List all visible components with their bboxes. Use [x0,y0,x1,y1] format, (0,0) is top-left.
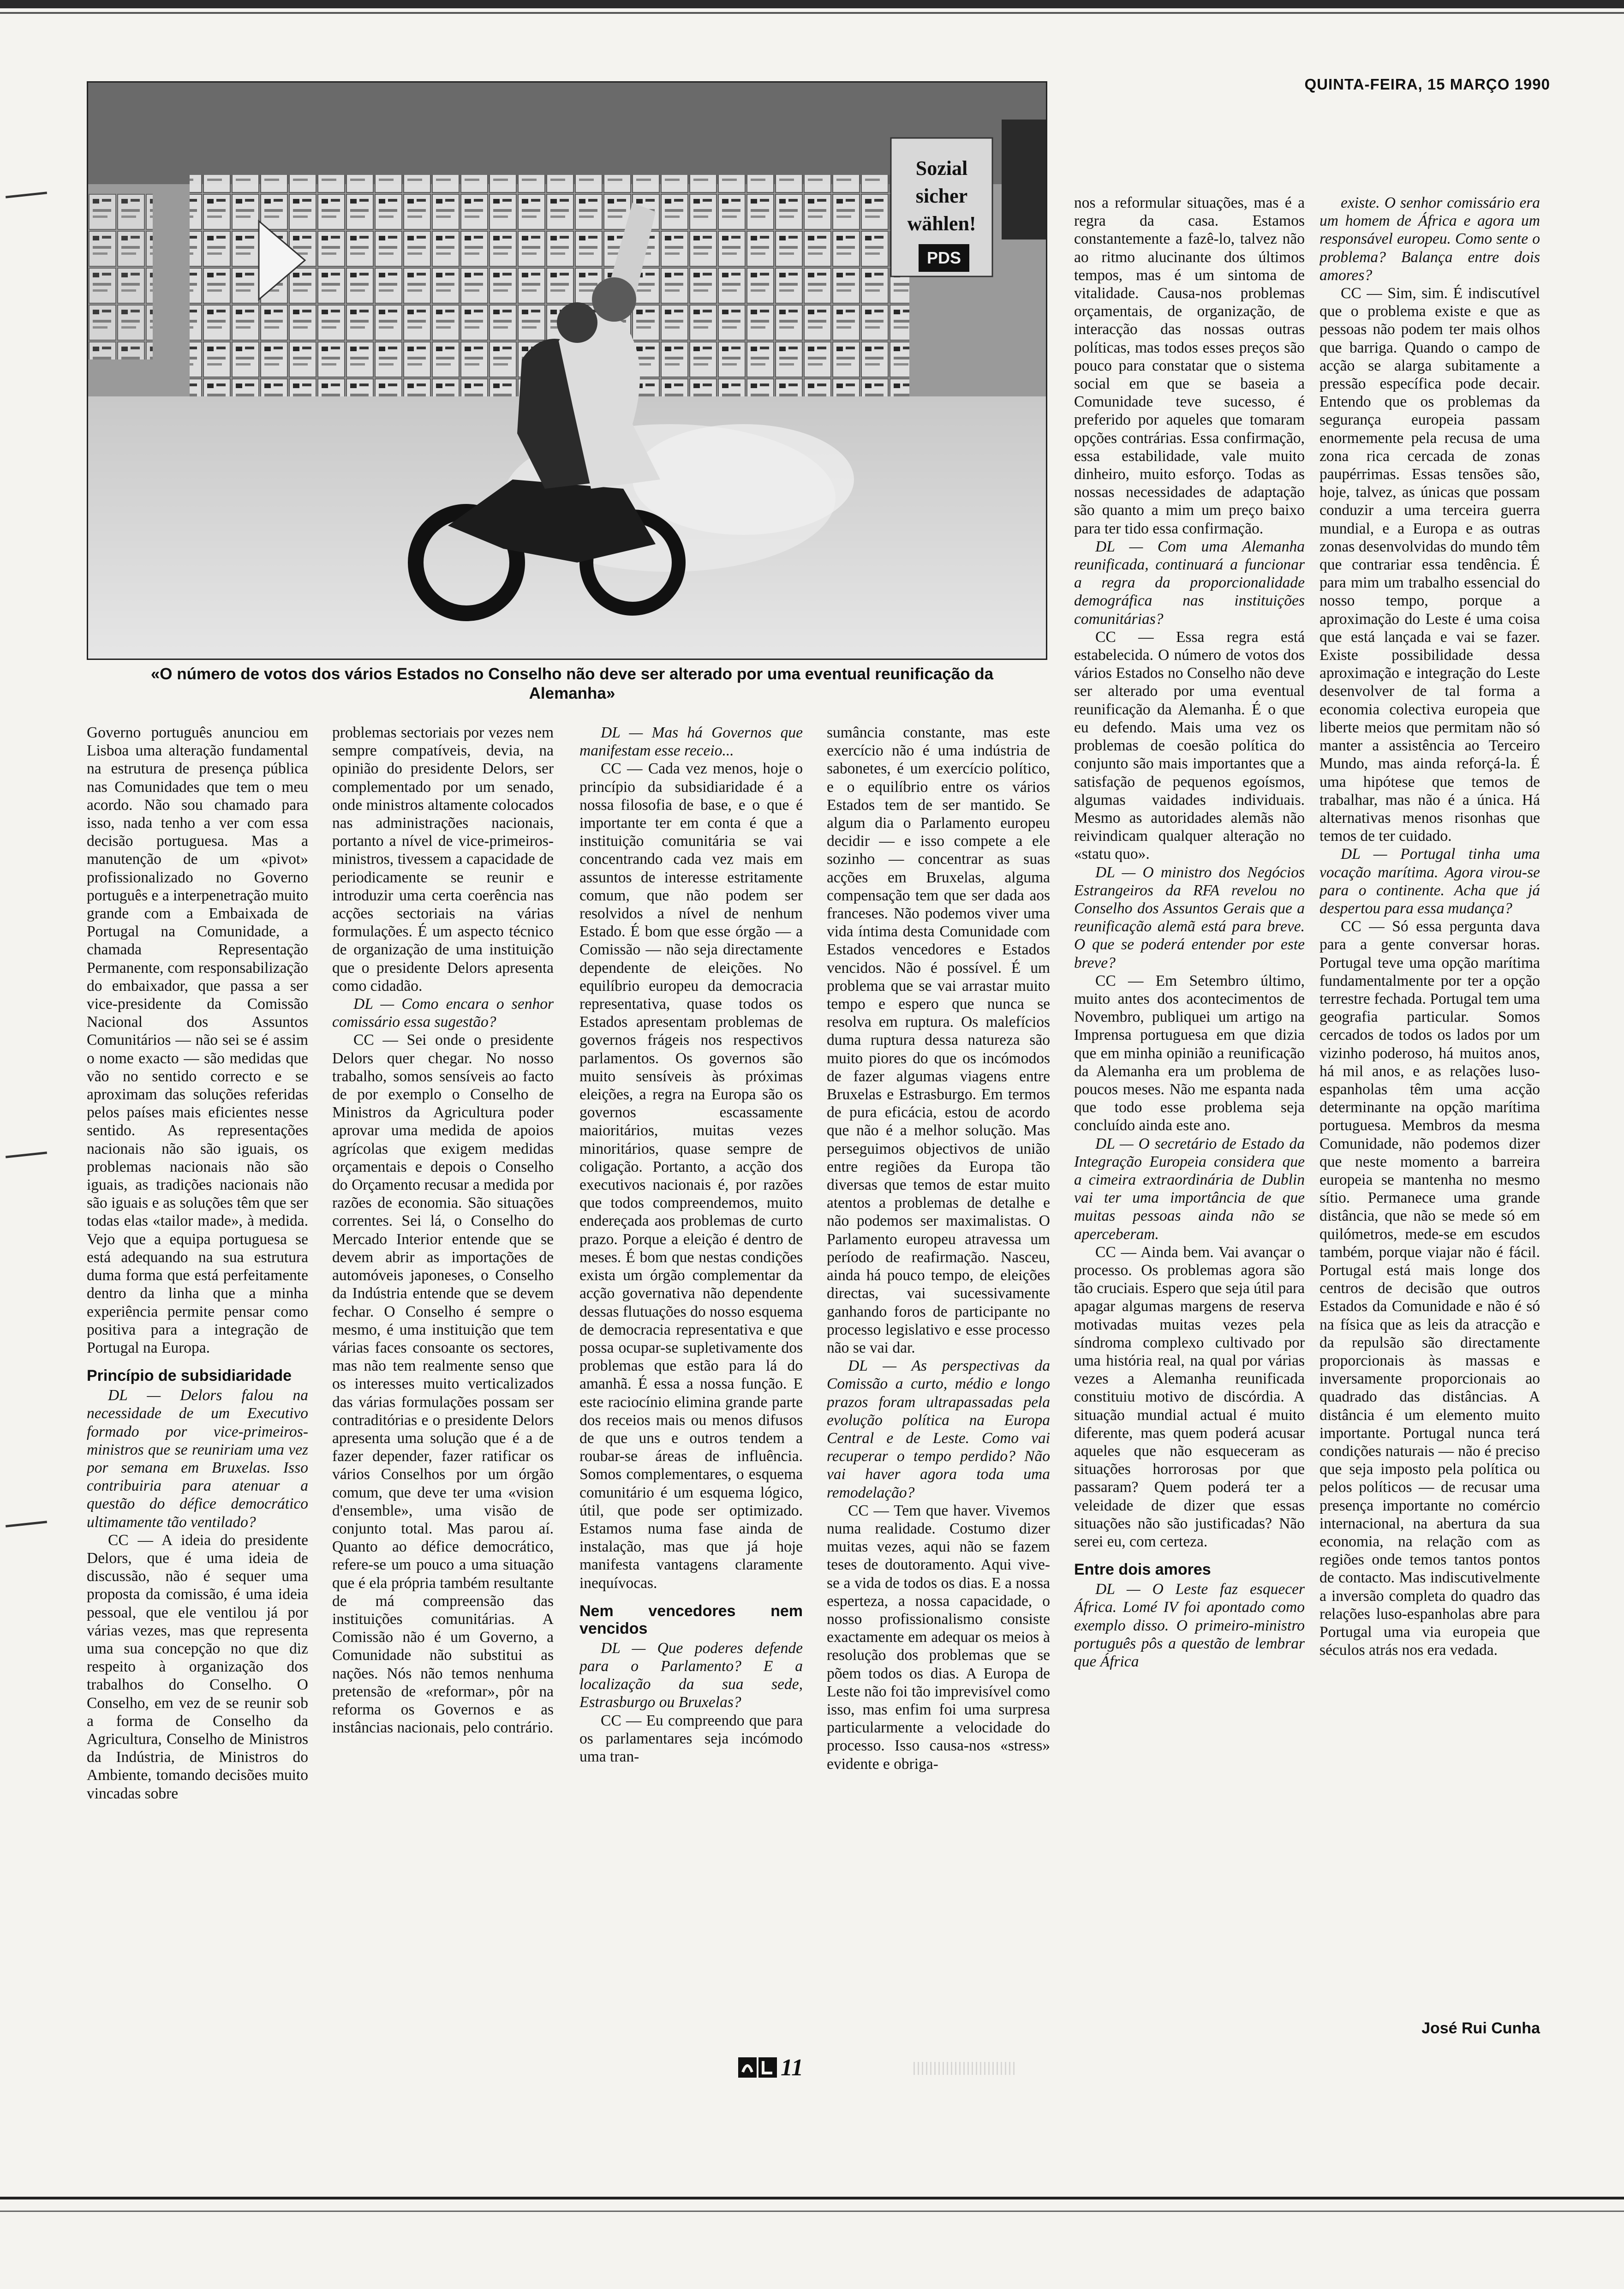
svg-text:PDS: PDS [926,248,961,267]
interview-question: DL — Mas há Governos que manifestam esse receio... [579,724,803,760]
poster-text: Sozial [915,157,968,180]
photo-illustration [88,83,1046,659]
svg-text:wählen!: wählen! [907,212,976,235]
scan-edge-line [0,2211,1624,2212]
interview-question: DL — As perspectivas da Comissão a curto, médio e longo prazos foram ultrapassadas pela evolução política na Europa Central e de Leste. Como vai recuperar o tempo perdido? Não vai haver agora toda uma remodelação? [827,1357,1050,1501]
margin-mark [6,1151,47,1158]
margin-mark [6,192,47,198]
interview-question: existe. O senhor comissário era um homem de África e agora um responsável europeu. Como sente o problema? Balança entre dois amores? [1320,194,1540,284]
scan-edge-line [0,12,1624,14]
article-paragraph: sumância constante, mas este exercício não é uma indústria de sabonetes, é um exercício político, e o equilíbrio entre os vários Estados tem de ser mantido. Se algum dia o Parlamento europeu decidir — e isso compete a ele sozinho — concentrar as suas acções em Bruxelas, alguma compensação tem que ser dada aos franceses. Não podemos viver uma vida íntima desta Comunidade com Estados vencedores e Estados vencidos. Não é possível. É um problema que se vai arrastar muito tempo e espero que nunca se resolva em ruptura. Os malefícios duma ruptura dessa natureza são muito piores do que os incómodos de fazer algumas viagens entre Bruxelas e Estrasburgo. Em termos de pura eficácia, estou de acordo que não é a melhor solução. Mas perseguimos objectivos de união entre regiões da Europa tão diversas que temos de estar muito atentos a problemas de detalhe e não podemos ser maximalistas. O Parlamento europeu atravessa um período de reafirmação. Nasceu, ainda há pouco tempo, de eleições directas, vai sucessivamente ganhando foros de participante no processo legislativo e esse processo não se vai dar. [827,724,1050,1356]
interview-question: DL — Delors falou na necessidade de um Executivo formado por vice-primeiros-ministros que se reuniriam uma vez por semana em Bruxelas. Isso contribuiria para atenuar a questão do défice democrático ultimamente tão ventilado? [87,1387,308,1531]
dateline: QUINTA-FEIRA, 15 MARÇO 1990 [1304,76,1550,93]
article-paragraph: CC — Eu compreendo que para os parlamentares seja incómodo uma tran- [579,1712,803,1765]
page-number [738,2054,803,2081]
article-column-1 [87,724,308,2007]
scan-noise [914,2062,1015,2075]
publication-logo-icon [738,2055,778,2079]
interview-question: DL — Portugal tinha uma vocação marítima. Agora virou-se para o continente. Acha que já despertou para essa mudança? [1320,845,1540,917]
interview-question: DL — Com uma Alemanha reunificada, continuará a funcionar a regra da proporcionalidade demográfica nas instituições comunitárias? [1074,538,1305,628]
photo-caption: «O número de votos dos vários Estados no Conselho não deve ser alterado por uma eventual reunificação da Alemanha» [150,665,994,702]
article-paragraph: CC — Em Setembro último, muito antes dos acontecimentos de Novembro, publiquei um artigo na Imprensa portuguesa em que dizia que em minha opinião a reunificação da Alemanha era um problema de poucos meses. Não me espanta nada que todo esse problema seja concluído ainda este ano. [1074,972,1305,1134]
scan-edge-top [0,0,1624,8]
interview-question: DL — Que poderes defende para o Parlamento? E a localização da sua sede, Estrasburgo ou Bruxelas? [579,1639,803,1711]
article-paragraph: CC — Ainda bem. Vai avançar o processo. Os problemas agora são tão cruciais. Espero que seja útil para apagar algumas margens de reserva motivadas muitas vezes pela síndroma complexo cultivado por uma história real, na qual por várias vezes a Alemanha reunificada constituiu motivo de discórdia. A situação mundial actual é muito diferente, mas quem poderá acusar aqueles que não esqueceram as situações horrorosas por que passaram? Quem poderá ter a veleidade de dizer que essas situações não são justificadas? Não serei eu, com certeza. [1074,1243,1305,1551]
margin-mark [6,1521,47,1527]
article-paragraph: CC — Só essa pergunta dava para a gente conversar horas. Portugal teve uma opção marítima fundamentalmente por ter a opção terrestre fechada. Portugal tem uma geografia particular. Somos cercados de todos os lados por um vizinho poderoso, há muitos anos, há mil anos, e as relações luso-espanholas têm uma acção determinante na opção marítima portuguesa. Membros da mesma Comunidade, não podemos dizer que neste momento a barreira europeia se mantenha no mesmo sítio. Permanece uma grande distância, que não se mede só em quilómetros, mede-se em escudos também, porque viajar não é fácil. Portugal está mais longe dos centros de decisão que outros Estados da Comunidade e não é só na física que as leis da atracção e da repulsão são directamente proporcionais às massas e inversamente proporcionais ao quadrado das distâncias. A distância é um elemento muito importante. Portugal nunca terá condições naturais — não é preciso que seja imposto pela política ou pelos políticos — de recusar uma presença importante no comércio internacional, na abertura da sua economia, na relação com as regiões onde temos tantos pontos de contacto. Mas indiscutivelmente a inversão completa do quadro das relações luso-espanholas abre para Portugal uma via europeia que séculos atrás nos era vedada. [1320,918,1540,1659]
interview-question: DL — O Leste faz esquecer África. Lomé IV foi apontado como exemplo disso. O primeiro-ministro português pôs a questão de lembrar que África [1074,1581,1305,1671]
section-heading: Entre dois amores [1074,1561,1211,1579]
article-paragraph: CC — Essa regra está estabelecida. O número de votos dos vários Estados no Conselho não deve ser alterado por uma eventual reunificação da Alemanha. É o que eu defendo. Mais uma vez os problemas de coesão política do conjunto são mais importantes que a satisfação de pequenos egoísmos, algumas vaidades individuais. Mesmo as autoridades alemãs não reivindicam qualquer alteração no «statu quo». [1074,628,1305,863]
section-heading: Nem vencedores nem vencidos [579,1602,803,1637]
article-column-5 [1074,194,1305,2007]
section-heading: Princípio de subsidiaridade [87,1367,292,1385]
article-paragraph: CC — Tem que haver. Vivemos numa realidade. Costumo dizer muitas vezes, aqui não se fazem teses de doutoramento. Aqui vive-se a vida de todos os dias. E a nossa esperteza, a nossa capacidade, o nosso profissionalismo consiste exactamente em adequar os meios à resolução dos problemas que se põem todos os dias. A Europa de Leste não foi tão imprevisível como isso, mas enfim foi uma surpresa particularmente a velocidade do processo. Isso causa-nos «stress» evidente e obriga- [827,1502,1050,1773]
interview-question: DL — O ministro dos Negócios Estrangeiros da RFA revelou no Conselho dos Assuntos Gerais que a reunificação alemã está para breve. O que se poderá entender por este breve? [1074,863,1305,971]
article-paragraph: CC — Sei onde o presidente Delors quer chegar. No nosso trabalho, somos sensíveis ao facto de por exemplo o Conselho de Ministros da Agricultura poder aprovar uma medida de apoios agrícolas que exigem medidas orçamentais e depois o Conselho do Orçamento recusar a medida por razões de economia. São situações correntes. Sei lá, o Conselho do Mercado Interior entende que se devem abrir as importações de automóveis japoneses, o Conselho da Indústria entende que se devem fechar. O Conselho é sempre o mesmo, é uma instituição que tem várias faces consoante os sectores, mas não tem realmente senso que os interesses muito verticalizados das várias formulações possam ser contraditórias e o presidente Delors apresenta uma solução que é a de fazer depender, fazer ratificar os vários Conselhos por um órgão comum, que deve ter uma «vision d'ensemble», uma visão de conjunto total. Mas parou aí. Quanto ao défice democrático, refere-se um pouco a uma situação que é ela própria também resultante de má compreensão das instituições comunitárias. A Comissão não é um Governo, a Comunidade não substitui as nações. Nós não temos nenhuma pretensão de «reformar», pôr na reforma os Governos e as instâncias nacionais, pelo contrário. [332,1031,554,1737]
news-photo [87,81,1047,660]
article-column-4 [827,724,1050,2007]
interview-question: DL — O secretário de Estado da Integração Europeia considera que a cimeira extraordinária de Dublin vai ter uma importância de que muitas pessoas ainda não se aperceberam. [1074,1135,1305,1243]
article-column-6 [1320,194,1540,2007]
article-column-3 [579,724,803,2007]
article-paragraph: CC — A ideia do presidente Delors, que é uma ideia de discussão, não é sequer uma proposta da comissão, é uma ideia pessoal, que ele ventilou já por várias vezes, mas que representa uma sua concepção no que diz respeito à organização dos trabalhos do Conselho. O Conselho, em vez de se reunir sob a forma de Conselho da Agricultura, Conselho de Ministros da Indústria, de Ministros do Ambiente, tomando decisões muito vincadas sobre [87,1531,308,1802]
article-paragraph: problemas sectoriais por vezes nem sempre compatíveis, devia, na opinião do presidente Delors, ser complementado por um senado, onde ministros altamente colocados nas administrações nacionais, portanto a nível de vice-primeiros-ministros, tivessem a capacidade de periodicamente se reunir e introduzir uma certa coerência nas acções sectoriais na várias formulações. É um aspecto técnico de organização de uma instituição que o presidente Delors apresenta como cidadão. [332,724,554,995]
article-paragraph: Governo português anunciou em Lisboa uma alteração fundamental na estrutura de presença pública nas Comunidades que tem o meu acordo. Não sou chamado para isso, nada tenho a ver com essa decisão portuguesa. Mas a manutenção de um «pivot» profissionalizado no Governo português e a interpenetração muito grande com a Embaixada de Portugal na Comunidade, a chamada Representação Permanente, com responsabilização do embaixador, que passa a ser vice-presidente da Comissão Nacional dos Assuntos Comunitários — não sei se é assim o nome exacto — são medidas que vão no sentido correcto e se aproximam das soluções referidas pelos países mais eficientes nesse sentido. As representações nacionais não são iguais, os problemas nacionais não são iguais, as tradições nacionais não são iguais e as soluções têm que ser todas elas «tailor made», à medida. Vejo que a equipa portuguesa se está adequando na sua estrutura duma forma que está perfeitamente dentro da linha que a minha experiência permite pensar como positiva para a integração de Portugal na Europa. [87,724,308,1356]
article-paragraph: CC — Cada vez menos, hoje o princípio da subsidiaridade é a nossa filosofia de base, e o que é importante ter em conta é que a instituição comunitária se vai concentrando cada vez mais em assuntos de interesse estritamente comum, que não podem ser resolvidos a nível de nenhum Estado. É bom que esse órgão — a Comissão — não seja directamente dependente de eleições. No equilíbrio europeu da democracia representativa, quase todos os Estados apresentam problemas de governos frágeis nos respectivos parlamentos. Os governos são muito sensíveis às próximas eleições, a regra na Europa são os governos escassamente maioritários, muitas vezes minoritários, quase sempre de coligação. Portanto, a acção dos executivos nacionais é, por razões que todos compreendemos, muito endereçada aos problemas de curto prazo. Porque a eleição é dentro de meses. É bom que nestas condições exista um órgão complementar da acção governativa não dependente dessas flutuações do nosso esquema de democracia representativa e que possa ocupar-se supletivamente dos problemas que estão para lá do amanhã. É essa a nossa função. E este raciocínio elimina grande parte dos receios mais ou menos difusos de que uns e outros tendem a roubar-se áreas de influência. Somos complementares, o esquema comunitário é um esquema lógico, útil, que pode ser optimizado. Estamos numa fase ainda de instalação, mas que já hoje manifesta vantagens claramente inequívocas. [579,760,803,1592]
article-paragraph: nos a reformular situações, mas é a regra da casa. Estamos constantemente a fazê-lo, talvez não ao ritmo alucinante dos últimos tempos, mas é um sintoma de vitalidade. Causa-nos problemas orçamentais, de organização, de interacção das nossas outras políticas, mas todos esses preços são pouco para constatar que o sistema social em que se baseia a Comunidade teve sucesso, é preferido por aqueles que tomaram opções contrárias. Essa confirmação, essa estabilidade, vale muito dinheiro, muito esforço. Todas as nossas necessidades de adaptação são quanto a mim um preço baixo para ter tido essa confirmação. [1074,194,1305,537]
interview-question: DL — Como encara o senhor comissário essa sugestão? [332,995,554,1031]
article-column-2 [332,724,554,2007]
page-number-text: 11 [781,2054,804,2081]
scan-edge-bottom [0,2197,1624,2199]
author-signature: José Rui Cunha [1421,2019,1540,2037]
article-paragraph: CC — Sim, sim. É indiscutível que o problema existe e que as pessoas não podem ter mais olhos que barriga. Quando o campo de acção se alarga subitamente a pressão específica pode decair. Entendo que os problemas da segurança europeia passam enormemente pela recusa de uma zona rica cercada de zonas paupérrimas. Essas tensões são, hoje, talvez, as únicas que possam conduzir a uma terceira guerra mundial, e a Europa e as outras zonas desenvolvidas do mundo têm que contrariar essa tendência. É para mim um trabalho essencial do nosso tempo, porque a aproximação do Leste é uma coisa que está lançada e vai se fazer. Existe possibilidade dessa aproximação e integração do Leste desenvolver de tal forma a economia colectiva europeia que liberte meios que permitam não só manter a assistência ao Terceiro Mundo, mas ainda reforçá-la. É uma hipótese que temos de trabalhar, mas não é a única. Há alternativas menos risonhas que temos de ter cuidado. [1320,285,1540,845]
svg-text:sicher: sicher [915,185,968,207]
